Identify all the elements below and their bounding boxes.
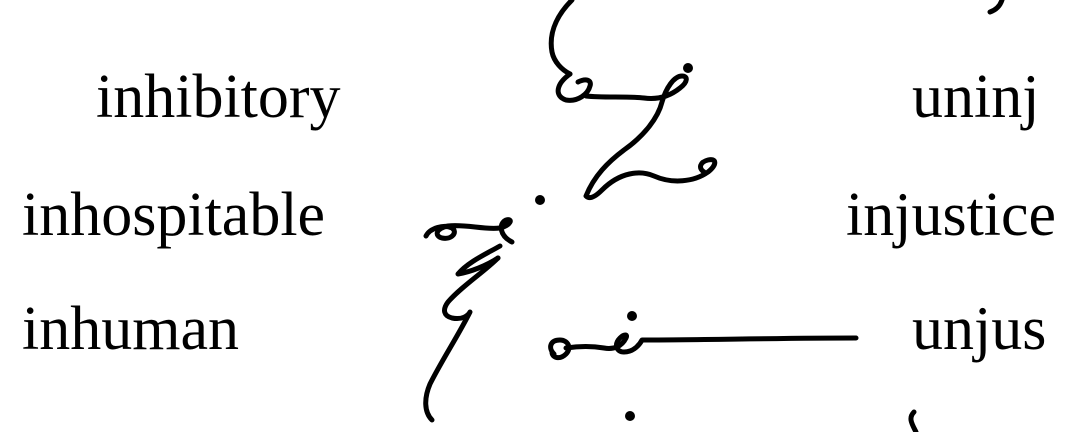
shorthand-top-fragment bbox=[551, 0, 1002, 74]
shorthand-outline-inhibitory bbox=[558, 63, 715, 198]
word-unjus: unjus bbox=[912, 295, 1047, 363]
word-inhuman: inhuman bbox=[22, 295, 239, 363]
word-uninj: uninj bbox=[912, 63, 1040, 131]
shorthand-outline-inhospitable bbox=[426, 195, 545, 274]
word-inhibitory: inhibitory bbox=[96, 63, 341, 131]
shorthand-outline-inhuman bbox=[426, 258, 856, 421]
shorthand-bottom-fragment bbox=[911, 412, 916, 432]
word-inhospitable: inhospitable bbox=[22, 181, 326, 249]
word-injustice: injustice bbox=[846, 181, 1057, 249]
